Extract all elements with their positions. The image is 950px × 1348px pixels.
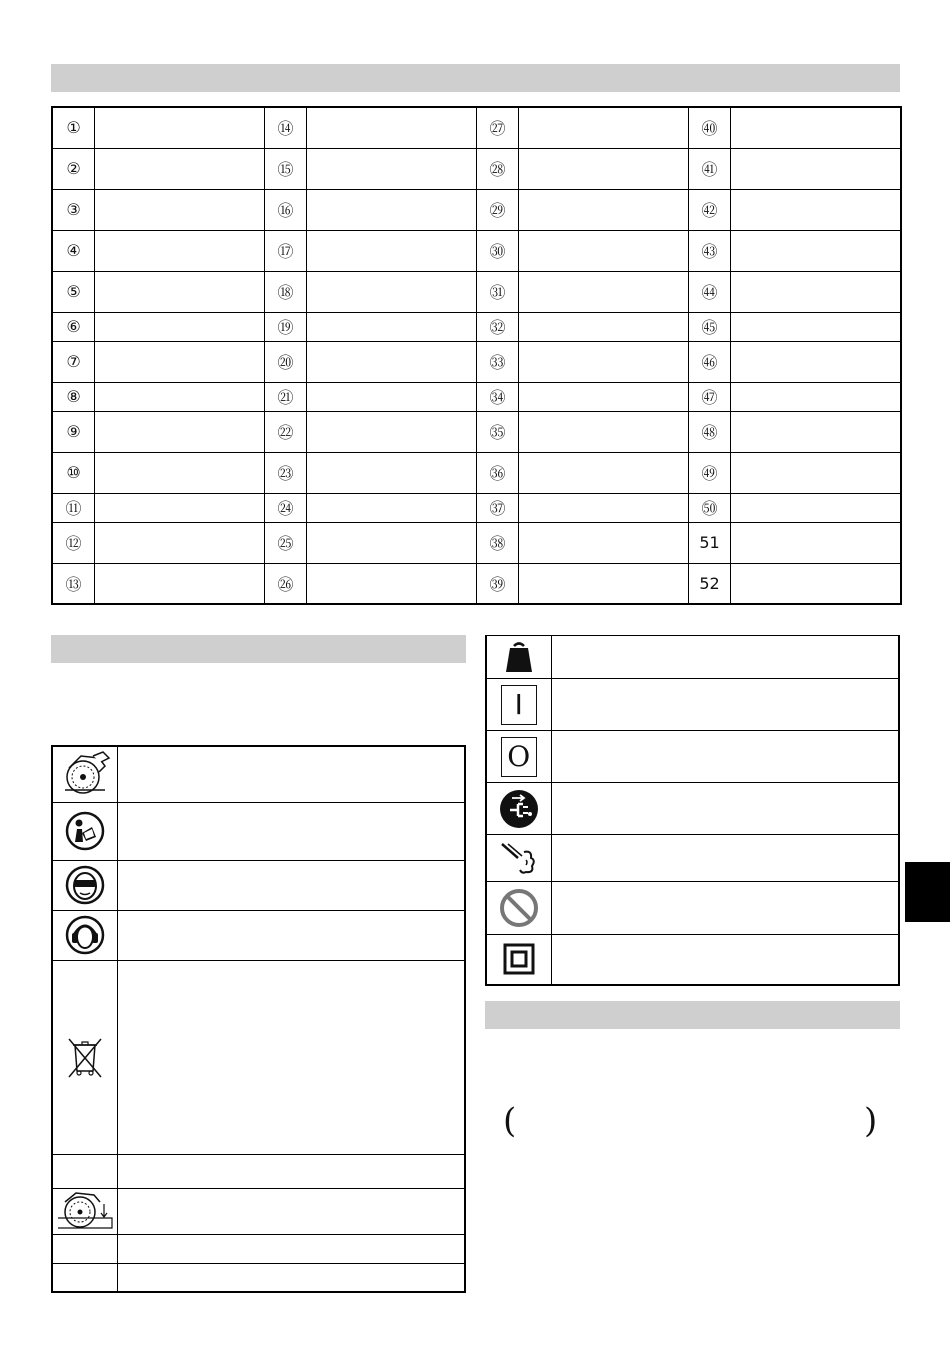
part-name-cell (307, 452, 477, 493)
symbol-cell (52, 1154, 117, 1188)
table-row (486, 783, 899, 835)
part-name-cell (307, 563, 477, 604)
table-row (52, 493, 901, 522)
symbols-table-left (51, 745, 466, 1293)
symbol-cell (52, 910, 117, 960)
part-number: ③ (52, 189, 95, 230)
table-row (52, 411, 901, 452)
part-number: ⑰ (265, 230, 307, 271)
part-name-cell (519, 230, 689, 271)
part-number: ㉓ (265, 452, 307, 493)
part-number: ⑤ (52, 271, 95, 312)
formula-paren-right: ) (864, 1101, 878, 1141)
part-number: ㉝ (477, 341, 519, 382)
part-name-cell (519, 493, 689, 522)
part-number: ⑲ (265, 312, 307, 341)
symbol-description-cell (117, 910, 465, 960)
table-row (52, 910, 465, 960)
part-name-cell (731, 341, 902, 382)
part-name-cell (307, 382, 477, 411)
kickback-icon (498, 840, 540, 876)
table-row (52, 1188, 465, 1234)
part-number: ㊶ (689, 148, 731, 189)
part-name-cell (519, 522, 689, 563)
part-name-cell (95, 230, 265, 271)
symbol-cell (52, 1234, 117, 1263)
part-name-cell (519, 411, 689, 452)
part-number: ㉖ (265, 563, 307, 604)
class-ii-double-insulation-icon (501, 941, 537, 977)
circular-saw-depth-icon (56, 1190, 114, 1232)
symbol-description-cell (551, 679, 899, 731)
part-number: ㊴ (477, 563, 519, 604)
table-row (52, 1234, 465, 1263)
part-name-cell (519, 382, 689, 411)
symbols-table-right (485, 635, 900, 986)
symbol-description-cell (117, 1188, 465, 1234)
part-number: ㉟ (477, 411, 519, 452)
part-number: ㊷ (689, 189, 731, 230)
part-number: ㉒ (265, 411, 307, 452)
symbol-description-cell (117, 1263, 465, 1292)
symbol-cell (52, 802, 117, 860)
part-number: ㉗ (477, 107, 519, 148)
table-row (52, 1154, 465, 1188)
part-number: ⑱ (265, 271, 307, 312)
part-number: ㉛ (477, 271, 519, 312)
part-name-cell (519, 271, 689, 312)
part-number: ㉘ (477, 148, 519, 189)
table-row (52, 1263, 465, 1292)
part-number: ㊳ (477, 522, 519, 563)
symbol-description-cell (551, 835, 899, 882)
part-name-cell (307, 189, 477, 230)
part-number: ㊵ (689, 107, 731, 148)
ear-protection-icon (65, 915, 105, 955)
part-name-cell (307, 230, 477, 271)
part-name-cell (95, 452, 265, 493)
table-row (486, 731, 899, 783)
part-number: ⑬ (52, 563, 95, 604)
part-name-cell (307, 312, 477, 341)
table-row (52, 452, 901, 493)
table-row (52, 746, 465, 802)
part-name-cell (731, 522, 902, 563)
part-number: ㊾ (689, 452, 731, 493)
parts-list-table (51, 106, 902, 605)
part-number: ㊼ (689, 382, 731, 411)
part-name-cell (519, 341, 689, 382)
symbol-cell (486, 783, 551, 835)
symbol-description-cell (117, 1154, 465, 1188)
part-number: ㊽ (689, 411, 731, 452)
part-number: ㉜ (477, 312, 519, 341)
symbol-cell (486, 835, 551, 882)
table-row (52, 189, 901, 230)
part-name-cell (95, 493, 265, 522)
table-row (52, 382, 901, 411)
symbol-cell (52, 746, 117, 802)
part-number: ⑭ (265, 107, 307, 148)
table-row (486, 636, 899, 679)
part-name-cell (95, 148, 265, 189)
part-name-cell (731, 271, 902, 312)
switch-on-glyph: I (514, 688, 523, 721)
table-row (52, 312, 901, 341)
switch-off-icon (501, 737, 537, 777)
part-number: ① (52, 107, 95, 148)
part-number: ⑧ (52, 382, 95, 411)
part-name-cell (95, 411, 265, 452)
part-name-cell (307, 522, 477, 563)
part-number: ⑳ (265, 341, 307, 382)
table-row (486, 882, 899, 935)
part-name-cell (307, 271, 477, 312)
symbol-description-cell (551, 731, 899, 783)
part-name-cell (307, 493, 477, 522)
symbol-cell (486, 679, 551, 731)
table-row (52, 341, 901, 382)
part-number: ⑨ (52, 411, 95, 452)
part-number: ㉑ (265, 382, 307, 411)
prohibited-icon (498, 887, 540, 929)
table-row (52, 107, 901, 148)
part-name-cell (519, 312, 689, 341)
symbol-description-cell (117, 960, 465, 1154)
table-row (52, 563, 901, 604)
part-number: ⑯ (265, 189, 307, 230)
symbol-description-cell (551, 882, 899, 935)
part-number: ㉙ (477, 189, 519, 230)
part-number: ② (52, 148, 95, 189)
part-name-cell (95, 312, 265, 341)
wee-bin-icon (65, 1035, 105, 1079)
page-edge-tab (905, 862, 950, 922)
symbol-cell (486, 731, 551, 783)
part-name-cell (307, 107, 477, 148)
part-number: ㊻ (689, 341, 731, 382)
symbol-description-cell (551, 783, 899, 835)
part-number: ⑫ (52, 522, 95, 563)
weight-icon (504, 640, 534, 674)
part-number: ⑥ (52, 312, 95, 341)
symbol-description-cell (117, 860, 465, 910)
table-row (52, 802, 465, 860)
symbol-description-cell (117, 1234, 465, 1263)
part-name-cell (95, 522, 265, 563)
circular-saw-icon (59, 750, 111, 798)
symbol-cell (52, 860, 117, 910)
unplug-icon (498, 788, 540, 830)
part-name-cell (731, 411, 902, 452)
read-manual-icon (65, 811, 105, 851)
table-row (486, 935, 899, 985)
symbol-cell (486, 636, 551, 679)
part-number: 52 (689, 563, 731, 604)
part-number: ㊺ (689, 312, 731, 341)
part-number: ㊲ (477, 493, 519, 522)
part-number: ㉞ (477, 382, 519, 411)
symbol-description-cell (117, 746, 465, 802)
part-name-cell (307, 341, 477, 382)
table-row (486, 835, 899, 882)
part-number: ⑮ (265, 148, 307, 189)
part-number: ㊿ (689, 493, 731, 522)
table-row (52, 860, 465, 910)
symbol-cell (486, 935, 551, 985)
formula-paren-left: ( (503, 1101, 517, 1141)
symbol-cell (52, 1263, 117, 1292)
symbol-cell (52, 1188, 117, 1234)
part-number: ㊹ (689, 271, 731, 312)
part-number: ㊱ (477, 452, 519, 493)
table-row (52, 230, 901, 271)
table-row (52, 522, 901, 563)
table-row (52, 148, 901, 189)
part-number: ㉕ (265, 522, 307, 563)
part-number: ㉔ (265, 493, 307, 522)
part-number: ⑩ (52, 452, 95, 493)
section-header-bar-right (485, 1001, 900, 1029)
part-name-cell (95, 563, 265, 604)
table-row (52, 960, 465, 1154)
part-name-cell (519, 189, 689, 230)
part-name-cell (95, 107, 265, 148)
part-name-cell (519, 107, 689, 148)
part-name-cell (731, 382, 902, 411)
symbol-description-cell (551, 636, 899, 679)
part-name-cell (731, 452, 902, 493)
part-number: ㊸ (689, 230, 731, 271)
part-number: ⑦ (52, 341, 95, 382)
part-name-cell (731, 230, 902, 271)
part-name-cell (95, 189, 265, 230)
part-name-cell (731, 107, 902, 148)
symbol-description-cell (117, 802, 465, 860)
section-header-bar-left (51, 635, 466, 663)
part-name-cell (519, 148, 689, 189)
part-name-cell (731, 189, 902, 230)
part-number: ⑪ (52, 493, 95, 522)
part-name-cell (731, 148, 902, 189)
part-name-cell (95, 341, 265, 382)
part-name-cell (731, 493, 902, 522)
part-number: 51 (689, 522, 731, 563)
symbol-cell (486, 882, 551, 935)
part-number: ㉚ (477, 230, 519, 271)
section-header-bar-top (51, 64, 900, 92)
switch-on-icon (501, 685, 537, 725)
part-name-cell (731, 312, 902, 341)
part-name-cell (519, 563, 689, 604)
symbol-cell (52, 960, 117, 1154)
part-name-cell (519, 452, 689, 493)
part-name-cell (95, 271, 265, 312)
part-name-cell (307, 148, 477, 189)
part-name-cell (731, 563, 902, 604)
part-name-cell (307, 411, 477, 452)
part-name-cell (95, 382, 265, 411)
part-number: ④ (52, 230, 95, 271)
table-row (52, 271, 901, 312)
table-row (486, 679, 899, 731)
symbol-description-cell (551, 935, 899, 985)
switch-off-glyph: O (507, 740, 531, 773)
eye-protection-icon (65, 865, 105, 905)
